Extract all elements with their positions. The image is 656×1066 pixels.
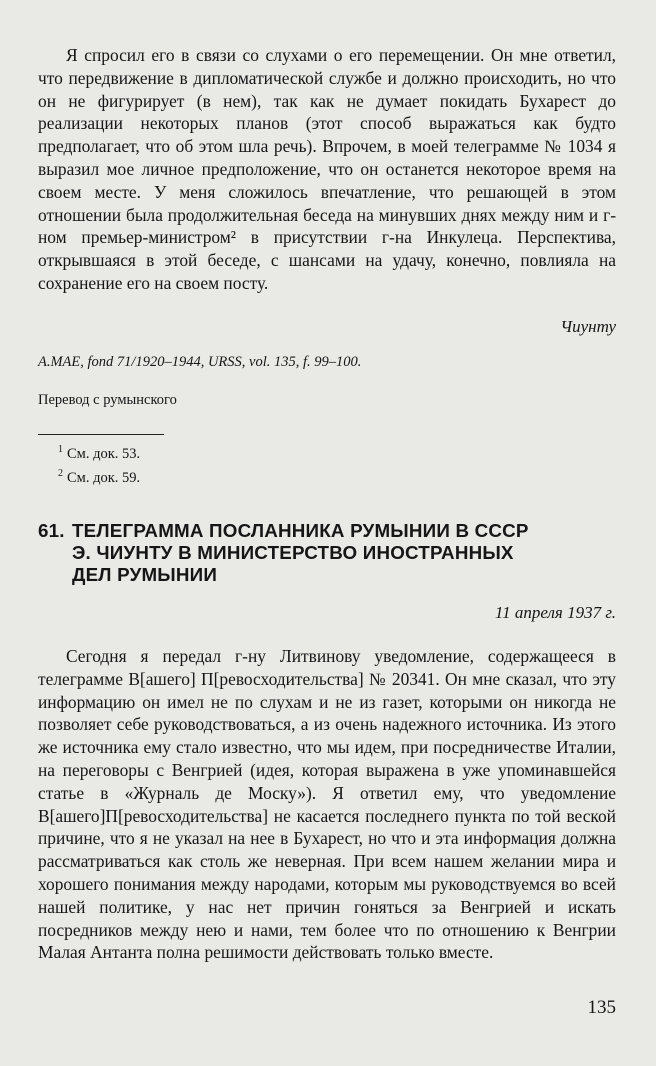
translation-note: Перевод с румынского bbox=[38, 392, 177, 408]
signature: Чиунту bbox=[560, 317, 616, 336]
title-line: ДЕЛ РУМЫНИИ bbox=[72, 564, 218, 585]
document-title bbox=[38, 520, 618, 586]
document-number: 61. bbox=[38, 520, 65, 541]
document-date: 11 апреля 1937 г. bbox=[494, 603, 616, 622]
footnote-text: См. док. 59. bbox=[67, 469, 141, 486]
top-paragraph: Я спросил его в связи со слухами о его перемещении. Он мне ответил, что передвижение в дипломатической службе и должно происходить, но что он не фигурирует (в нем), так как не думает покидать Бухарест до реализации некоторых планов (этот способ выражаться как будто предполагает, что об этом шла речь). Впрочем, в моей телеграмме № 1034 я выразил мое личное предположение, что он останется некоторое время на своем месте. У меня сложилось впечатление, что решающей в этом отношении была продолжительная беседа на минувших днях между ним и г-ном премьер-министром² в присутствии г-на Инкулеца. Перспектива, открывшаяся в этой беседе, с шансами на удачу, конечно, повлияла на сохранение его на своем посту. bbox=[38, 45, 616, 293]
title-line: Э. ЧИУНТУ В МИНИСТЕРСТВО ИНОСТРАННЫХ bbox=[72, 542, 514, 563]
footnote-item bbox=[58, 464, 140, 488]
title-line: ТЕЛЕГРАММА ПОСЛАННИКА РУМЫНИИ В СССР bbox=[72, 520, 529, 541]
main-paragraph: Сегодня я передал г-ну Литвинову уведомление, содержащееся в телеграмме В[ашего] П[ревосходительства] № 20341. Он мне сказал, что эту информацию он имел не по слухам и не из газет, которыми он никогда не позволяет себе руководствоваться, а из очень надежного источника. Из этого же источника ему стало известно, что мы идем, при посредничестве Италии, на переговоры с Венгрией (идея, которая выражена в уже упоминавшейся статье в «Журналь де Моску»). Я ответил ему, что уведомление В[ашего]П[ревосходительства] не касается последнего пункта по той веской причине, что я не указал на нее в Бухарест, но что и эта информация должна рассматриваться как столь же неверная. При всем нашем желании мира и хорошего понимания между народами, которым мы руководствуемся во всей нашей политике, у нас нет причин гоняться за Венгрией и искать посредников между нею и нами, тем более что по отношению к Венгрии Малая Антанта полна решимости действовать только вместе. bbox=[38, 646, 616, 963]
footnote-item bbox=[58, 440, 140, 464]
footnote-text: См. док. 53. bbox=[67, 445, 141, 462]
footnote-number: 1 bbox=[58, 444, 63, 455]
footnote-divider bbox=[38, 434, 164, 435]
footnotes bbox=[58, 440, 140, 488]
page-number: 135 bbox=[587, 997, 616, 1018]
footnote-number: 2 bbox=[58, 467, 63, 479]
archive-source: A.MAE, fond 71/1920–1944, URSS, vol. 135, f. 99–100. bbox=[38, 354, 362, 370]
